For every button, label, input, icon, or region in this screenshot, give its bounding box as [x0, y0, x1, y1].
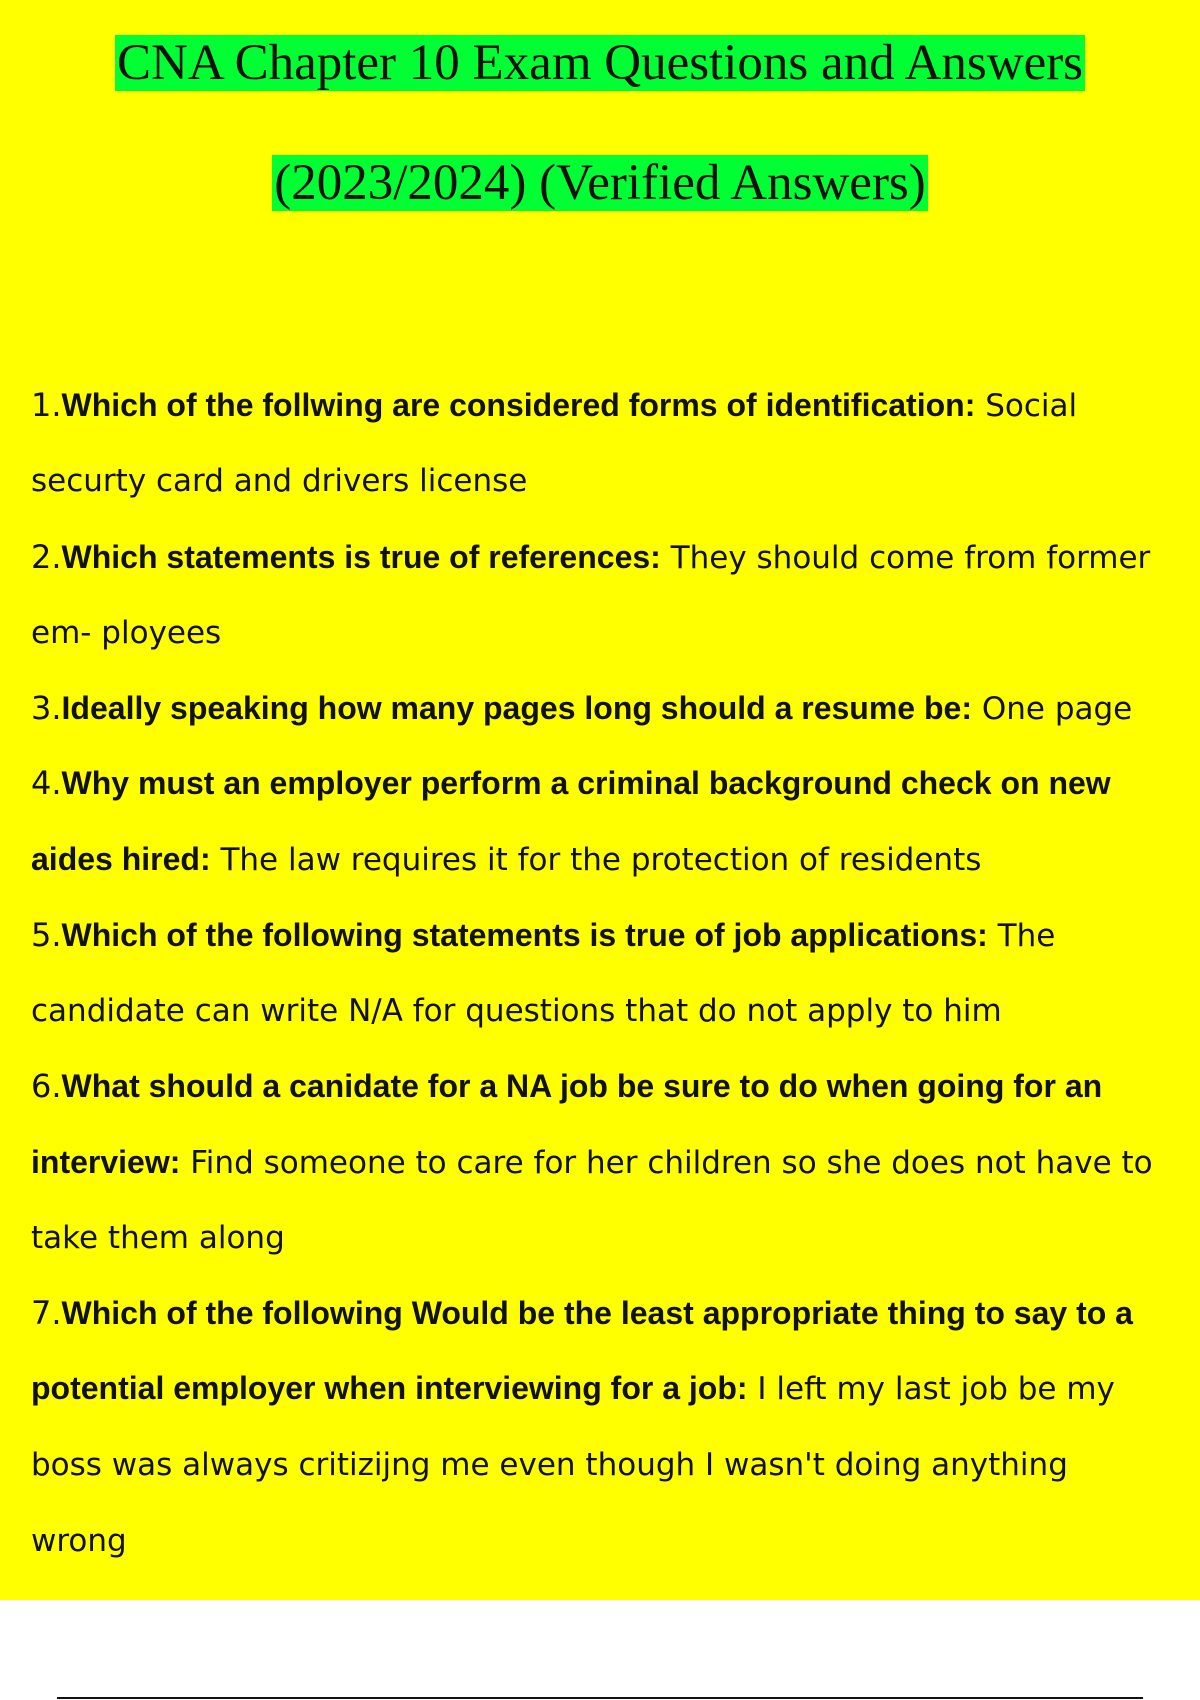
- answer-text: The law requires it for the protection of residents: [210, 842, 982, 878]
- item-number: 4.: [31, 764, 62, 802]
- question-text: What should a canidate for a NA job be sure to do when going for an: [61, 1068, 1103, 1104]
- answer-text: boss was always critizijng me even though I wasn't doing anything: [31, 1447, 1068, 1483]
- question-text: aides hired:: [31, 841, 211, 877]
- qa-item-4-line-1: [31, 763, 1200, 803]
- item-number: 2.: [31, 538, 62, 576]
- qa-item-7-line-1: [31, 1293, 1200, 1333]
- qa-item-5-line-2: [31, 990, 1200, 1031]
- document-title-line-2: [0, 153, 1200, 213]
- qa-item-2-line-1: [31, 537, 1200, 578]
- answer-text: wrong: [31, 1523, 127, 1559]
- answer-text: Social: [975, 388, 1078, 424]
- qa-item-6-line-2: [31, 1142, 1200, 1183]
- qa-item-6-line-1: [31, 1066, 1200, 1106]
- answer-text: take them along: [31, 1220, 285, 1256]
- qa-item-7-line-2: [31, 1368, 1200, 1409]
- qa-item-1-line-1: [31, 385, 1200, 426]
- title-highlight: CNA Chapter 10 Exam Questions and Answers: [116, 35, 1084, 91]
- answer-text: The: [987, 918, 1056, 954]
- question-text: Why must an employer perform a criminal background check on new: [61, 765, 1111, 801]
- question-text: Which of the following statements is true of job applications:: [61, 917, 988, 953]
- question-text: potential employer when interviewing for a job:: [31, 1370, 748, 1406]
- qa-item-7-line-4: [31, 1520, 1200, 1561]
- qa-item-1-line-2: [31, 460, 1200, 501]
- document-title-line-1: [0, 33, 1200, 93]
- title-highlight: (2023/2024) (Verified Answers): [274, 155, 926, 211]
- answer-text: I left my last job be my: [747, 1371, 1115, 1407]
- answer-text: candidate can write N/A for questions that do not apply to him: [31, 993, 1002, 1029]
- item-number: 7.: [31, 1294, 62, 1332]
- question-text: Which statements is true of references:: [61, 539, 661, 575]
- answer-text: securty card and drivers license: [31, 463, 528, 499]
- item-number: 1.: [31, 386, 62, 424]
- item-number: 3.: [31, 689, 62, 727]
- question-text: Which of the follwing are considered forms of identification:: [61, 387, 976, 423]
- qa-item-6-line-3: [31, 1217, 1200, 1258]
- question-text: Ideally speaking how many pages long should a resume be:: [61, 690, 972, 726]
- qa-item-5-line-1: [31, 915, 1200, 956]
- qa-item-2-line-2: [31, 612, 1200, 653]
- item-number: 6.: [31, 1067, 62, 1105]
- qa-item-7-line-3: [31, 1444, 1200, 1485]
- qa-item-3-line-1: [31, 688, 1200, 729]
- answer-text: They should come from former: [660, 540, 1151, 576]
- footer-divider: [57, 1697, 1143, 1699]
- question-text: interview:: [31, 1144, 181, 1180]
- answer-text: em- ployees: [31, 615, 222, 651]
- question-text: Which of the following Would be the least appropriate thing to say to a: [61, 1295, 1133, 1331]
- qa-item-4-line-2: [31, 839, 1200, 880]
- item-number: 5.: [31, 916, 62, 954]
- answer-text: One page: [971, 691, 1133, 727]
- answer-text: Find someone to care for her children so she does not have to: [180, 1145, 1153, 1181]
